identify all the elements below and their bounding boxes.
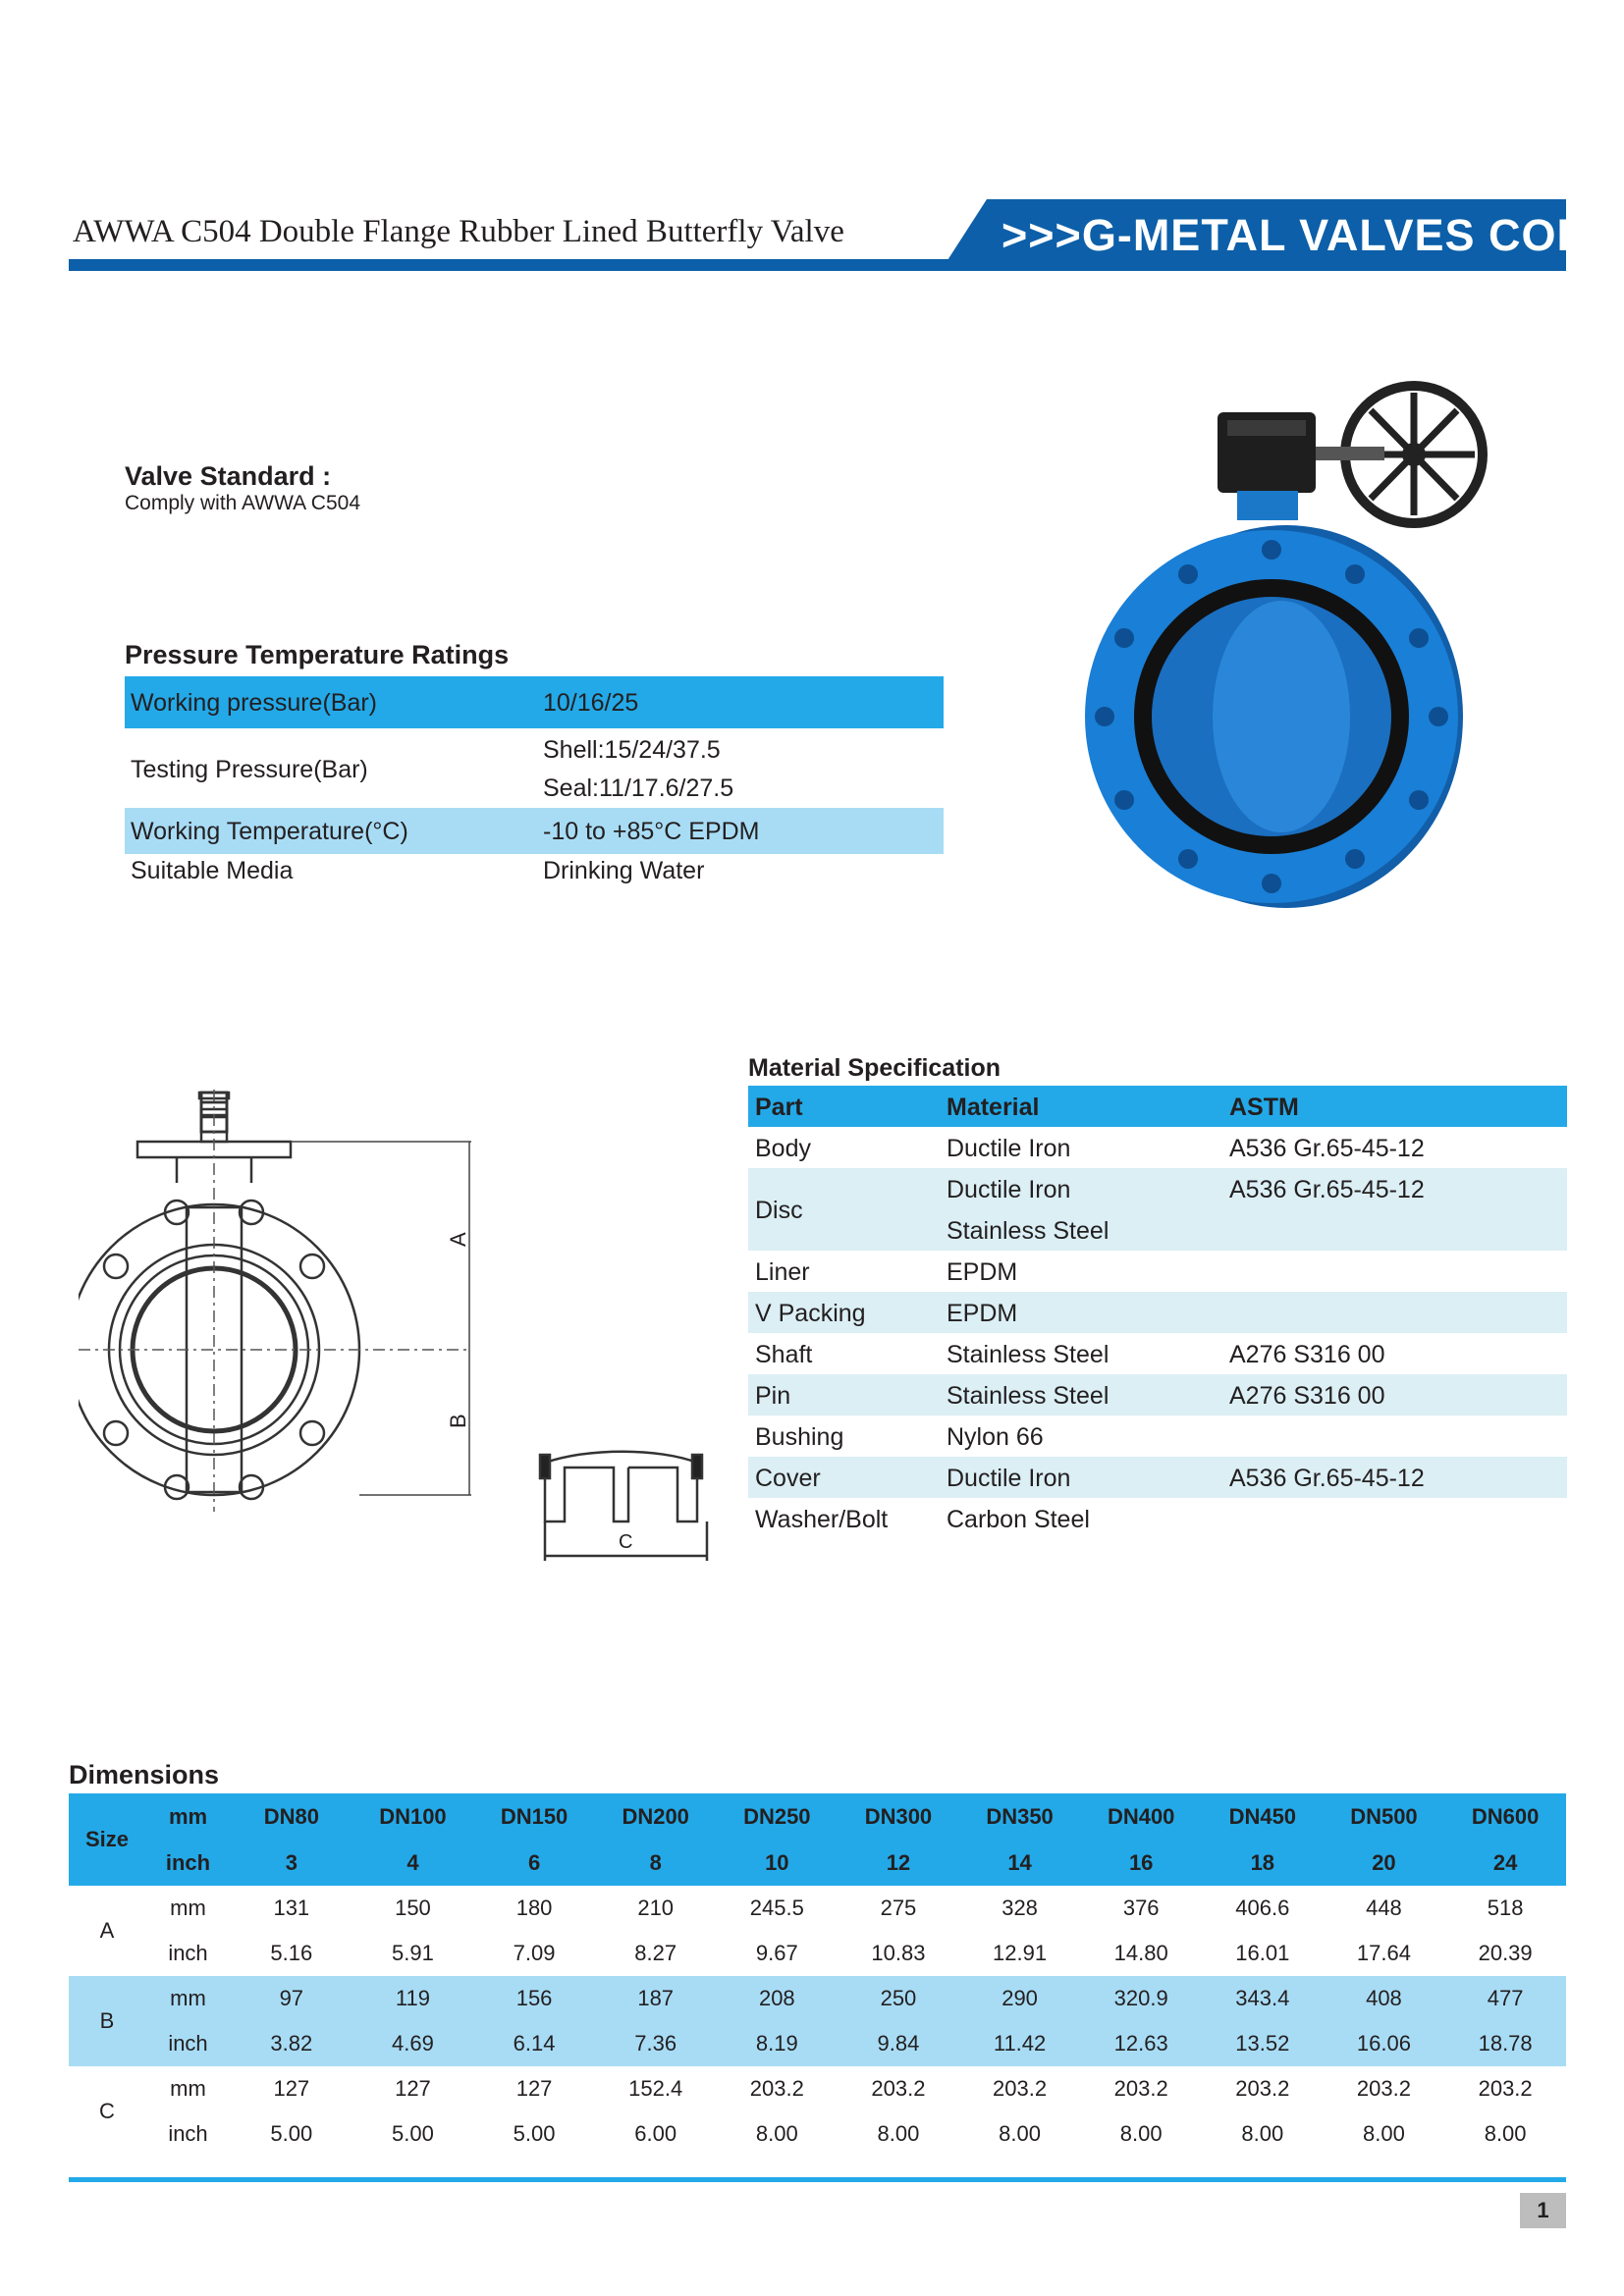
pressure-label: Testing Pressure(Bar) — [131, 756, 368, 783]
dimension-value: 127 — [515, 2076, 553, 2101]
unit-label: inch — [168, 1941, 208, 1965]
material-part: V Packing — [755, 1300, 866, 1327]
dn-size: DN250 — [743, 1803, 811, 1829]
material-row — [748, 1251, 1567, 1292]
dimension-value: 187 — [637, 1986, 675, 2010]
dimension-value: 8.19 — [755, 2031, 798, 2056]
material-part: Liner — [755, 1258, 810, 1286]
material-part: Body — [755, 1135, 811, 1162]
dimensions-row — [69, 1886, 1566, 1931]
dimension-value: 245.5 — [749, 1896, 804, 1920]
dimension-value: 275 — [880, 1896, 917, 1920]
pressure-value: 10/16/25 — [543, 689, 639, 717]
dimension-value: 16.06 — [1356, 2031, 1411, 2056]
dimension-value: 13.52 — [1235, 2031, 1290, 2056]
brand-name: >>>G-METAL VALVES CORP — [1001, 210, 1621, 260]
dimension-value: 97 — [279, 1986, 304, 2010]
dn-size: DN150 — [500, 1803, 568, 1829]
dimensions-row — [69, 2111, 1566, 2157]
material-astm: A536 Gr.65-45-12 — [1229, 1465, 1425, 1492]
pressure-row — [125, 676, 944, 728]
dimension-value: 328 — [1001, 1896, 1038, 1920]
dimension-label: A — [99, 1918, 115, 1943]
dimension-value: 11.42 — [993, 2031, 1047, 2056]
dimension-value: 320.9 — [1113, 1986, 1168, 2010]
dn-size: DN600 — [1471, 1803, 1540, 1829]
material-material: Carbon Steel — [947, 1506, 1090, 1533]
material-part: Pin — [755, 1382, 791, 1410]
dimension-value: 4.69 — [392, 2031, 434, 2056]
dimension-value: 3.82 — [270, 2031, 313, 2056]
material-row — [748, 1415, 1567, 1457]
material-astm: A536 Gr.65-45-12 — [1229, 1135, 1425, 1162]
valve-standard-heading: Valve Standard : — [125, 461, 332, 491]
dimension-value: 210 — [637, 1896, 675, 1920]
dimension-value: 156 — [515, 1986, 553, 2010]
dn-size: DN300 — [864, 1803, 933, 1829]
material-material: Ductile Iron — [947, 1465, 1071, 1492]
material-row — [748, 1333, 1567, 1374]
dimension-value: 203.2 — [749, 2076, 804, 2101]
inch-size: 12 — [886, 1849, 911, 1875]
material-part: Shaft — [755, 1341, 813, 1368]
unit-label: inch — [168, 2031, 208, 2056]
material-row — [748, 1374, 1567, 1415]
material-material: Stainless Steel — [947, 1382, 1110, 1410]
pressure-ratings-heading: Pressure Temperature Ratings — [125, 640, 510, 669]
document-title: AWWA C504 Double Flange Rubber Lined Butterfly Valve — [73, 214, 844, 249]
material-row — [748, 1168, 1567, 1251]
dimension-value: 8.00 — [999, 2121, 1041, 2146]
material-material: Stainless Steel — [947, 1217, 1110, 1245]
pressure-label: Working Temperature(°C) — [131, 818, 408, 845]
dimension-value: 376 — [1122, 1896, 1160, 1920]
material-part: Disc — [755, 1197, 803, 1224]
material-material: Nylon 66 — [947, 1423, 1044, 1451]
dimension-value: 127 — [395, 2076, 431, 2101]
inch-size: 20 — [1372, 1849, 1396, 1875]
material-row — [748, 1498, 1567, 1539]
drawing-label-b: B — [446, 1414, 470, 1428]
dimension-value: 18.78 — [1478, 2031, 1533, 2056]
dimension-value: 203.2 — [993, 2076, 1048, 2101]
dimensions-table — [69, 1793, 1566, 2157]
inch-size: 16 — [1128, 1849, 1154, 1875]
dimension-value: 14.80 — [1113, 1941, 1168, 1965]
dimension-value: 8.00 — [755, 2121, 798, 2146]
material-astm: A276 S316 00 — [1229, 1341, 1385, 1368]
material-material: Stainless Steel — [947, 1341, 1110, 1368]
dimension-value: 208 — [758, 1986, 795, 2010]
dimension-value: 119 — [395, 1986, 430, 2010]
inch-size: 4 — [406, 1849, 419, 1875]
valve-product-image — [1080, 353, 1492, 923]
dimension-value: 343.4 — [1235, 1986, 1290, 2010]
inch-size: 14 — [1007, 1849, 1032, 1875]
dimension-value: 9.84 — [877, 2031, 920, 2056]
dimension-value: 5.00 — [513, 2121, 556, 2146]
inch-size: 18 — [1250, 1849, 1275, 1875]
dimension-value: 5.00 — [392, 2121, 434, 2146]
dimension-value: 203.2 — [1113, 2076, 1168, 2101]
dimension-value: 16.01 — [1235, 1941, 1290, 1965]
material-material: Ductile Iron — [947, 1135, 1071, 1162]
dimension-value: 6.00 — [634, 2121, 677, 2146]
material-part: Bushing — [755, 1423, 844, 1451]
dimension-value: 7.36 — [634, 2031, 677, 2056]
material-material: EPDM — [947, 1258, 1018, 1286]
footer-rule — [69, 2177, 1566, 2182]
dn-size: DN100 — [379, 1803, 447, 1829]
dimension-value: 10.83 — [871, 1941, 926, 1965]
dimensions-row — [69, 1931, 1566, 1976]
inch-size: 24 — [1492, 1849, 1518, 1875]
dn-size: DN450 — [1228, 1803, 1297, 1829]
material-header: Part — [755, 1094, 803, 1121]
dimension-value: 5.16 — [270, 1941, 313, 1965]
material-header: ASTM — [1229, 1094, 1299, 1121]
dn-size: DN350 — [986, 1803, 1054, 1829]
material-spec-heading: Material Specification — [748, 1054, 1001, 1082]
dimension-value: 8.00 — [1241, 2121, 1284, 2146]
pressure-value: Shell:15/24/37.5 — [543, 736, 721, 764]
inch-size: 6 — [527, 1849, 541, 1875]
dimension-value: 408 — [1366, 1986, 1402, 2010]
pressure-row — [125, 808, 944, 854]
dimension-value: 8.27 — [634, 1941, 677, 1965]
dimension-value: 8.00 — [1363, 2121, 1405, 2146]
dimensions-row — [69, 2066, 1566, 2111]
dimension-value: 6.14 — [513, 2031, 556, 2056]
material-material: EPDM — [947, 1300, 1018, 1327]
dimension-value: 152.4 — [628, 2076, 683, 2101]
unit-label: inch — [165, 1849, 211, 1875]
dimension-value: 5.00 — [270, 2121, 313, 2146]
dn-size: DN400 — [1107, 1803, 1175, 1829]
pressure-value: -10 to +85°C EPDM — [543, 818, 760, 845]
dimensions-row — [69, 1976, 1566, 2021]
dimension-value: 180 — [515, 1896, 553, 1920]
drawing-label-c: C — [619, 1531, 633, 1553]
dimension-value: 203.2 — [1478, 2076, 1533, 2101]
pressure-row — [125, 728, 944, 807]
dimension-value: 8.00 — [1484, 2121, 1527, 2146]
dimension-value: 8.00 — [877, 2121, 920, 2146]
pressure-row — [125, 854, 944, 895]
material-astm: A276 S316 00 — [1229, 1382, 1385, 1410]
inch-size: 8 — [649, 1849, 662, 1875]
inch-size: 10 — [765, 1849, 789, 1875]
drawing-label-a: A — [446, 1232, 470, 1247]
material-row — [748, 1127, 1567, 1168]
material-part: Washer/Bolt — [755, 1506, 889, 1533]
material-astm: A536 Gr.65-45-12 — [1229, 1176, 1425, 1203]
dimension-value: 250 — [880, 1986, 917, 2010]
pressure-value: Seal:11/17.6/27.5 — [543, 774, 734, 802]
material-header: Material — [947, 1094, 1040, 1121]
dimension-value: 20.39 — [1478, 1941, 1533, 1965]
material-row — [748, 1457, 1567, 1498]
dimension-label: C — [99, 2099, 115, 2123]
dimension-value: 12.91 — [993, 1941, 1048, 1965]
dimension-value: 477 — [1487, 1986, 1524, 2010]
dimension-value: 290 — [1001, 1986, 1038, 2010]
dimension-value: 17.64 — [1356, 1941, 1411, 1965]
dimension-value: 127 — [273, 2076, 310, 2101]
unit-label: mm — [168, 1803, 208, 1829]
unit-label: mm — [170, 2076, 206, 2101]
dimension-value: 203.2 — [871, 2076, 926, 2101]
pressure-value: Drinking Water — [543, 857, 705, 884]
page-number: 1 — [1520, 2193, 1566, 2228]
dimensions-header-row — [69, 1793, 1566, 1840]
dn-size: DN80 — [263, 1803, 319, 1829]
dimension-value: 150 — [395, 1896, 431, 1920]
dimension-value: 406.6 — [1235, 1896, 1290, 1920]
material-part: Cover — [755, 1465, 821, 1492]
dn-size: DN200 — [622, 1803, 689, 1829]
dimensions-row — [69, 2021, 1566, 2066]
dimension-value: 131 — [273, 1896, 310, 1920]
material-material: Ductile Iron — [947, 1176, 1071, 1203]
dimension-value: 12.63 — [1113, 2031, 1168, 2056]
dimension-value: 448 — [1366, 1896, 1402, 1920]
unit-label: mm — [170, 1986, 206, 2010]
unit-label: inch — [168, 2121, 208, 2146]
dimension-value: 518 — [1487, 1896, 1524, 1920]
dimensions-header-row — [69, 1840, 1566, 1886]
dimension-value: 203.2 — [1235, 2076, 1290, 2101]
pressure-label: Suitable Media — [131, 857, 294, 884]
valve-standard-text: Comply with AWWA C504 — [125, 492, 361, 514]
unit-label: mm — [170, 1896, 206, 1920]
dimension-label: B — [99, 2008, 115, 2033]
dimensions-heading: Dimensions — [69, 1760, 220, 1789]
material-row — [748, 1292, 1567, 1333]
pressure-label: Working pressure(Bar) — [131, 689, 378, 717]
dimension-value: 7.09 — [513, 1941, 556, 1965]
dimension-value: 9.67 — [755, 1941, 798, 1965]
dimension-value: 8.00 — [1119, 2121, 1163, 2146]
inch-size: 3 — [285, 1849, 298, 1875]
dimension-value: 203.2 — [1356, 2076, 1411, 2101]
dimension-value: 5.91 — [392, 1941, 434, 1965]
dn-size: DN500 — [1350, 1803, 1418, 1829]
size-label: Size — [84, 1827, 130, 1851]
dimension-drawing — [79, 1090, 727, 1580]
material-header-row — [748, 1086, 1567, 1127]
